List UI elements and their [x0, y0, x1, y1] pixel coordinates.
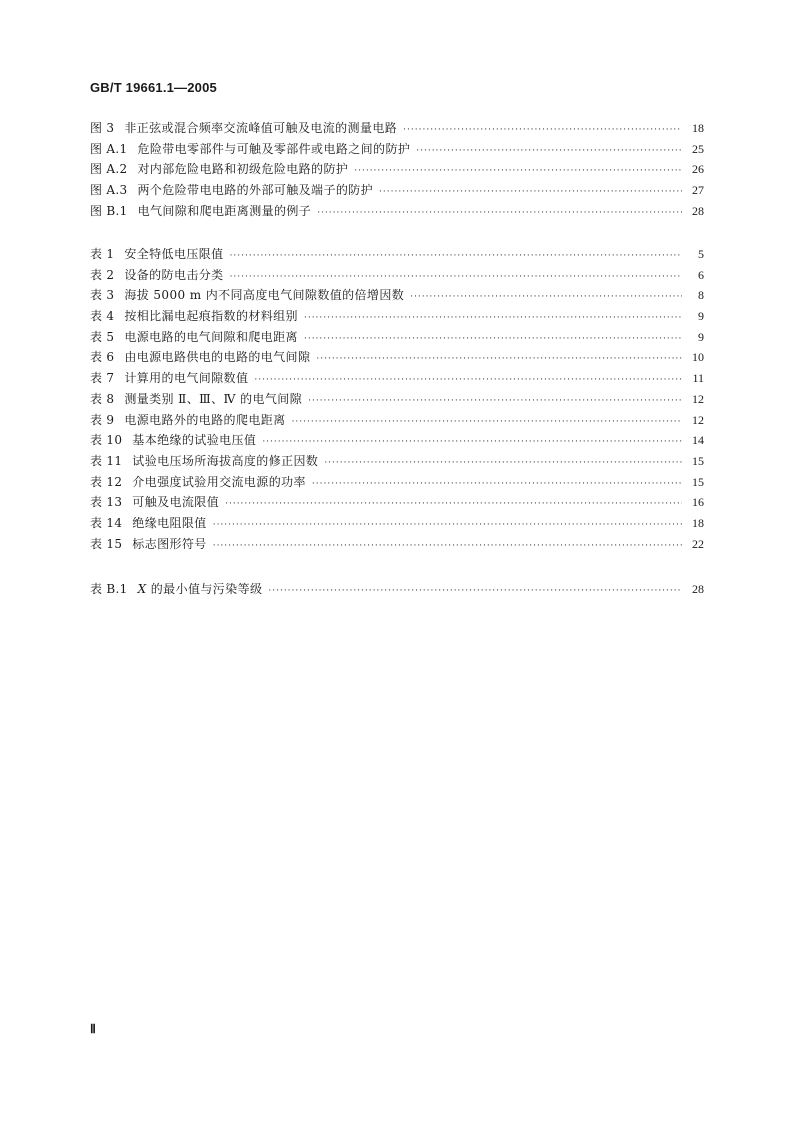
figure-list: [90, 118, 704, 221]
dot-leader: [324, 453, 682, 474]
entry-title: 对内部危险电路和初级危险电路的防护: [137, 162, 349, 177]
entry-title: 电源电路的电气间隙和爬电距离: [124, 329, 298, 344]
dot-leader: [410, 287, 682, 308]
dot-leader: [316, 349, 682, 370]
dot-leader: [262, 432, 682, 453]
entry-label: 表 10: [90, 433, 123, 448]
toc-entry-table[interactable]: [90, 327, 704, 348]
entry-label: 表 2: [90, 267, 115, 282]
dot-leader: [213, 536, 682, 557]
entry-page: 10: [692, 350, 704, 365]
entry-label: 表 13: [90, 495, 123, 510]
entry-title: [138, 579, 263, 600]
entry-label: 表 6: [90, 350, 115, 365]
entry-label: 表 12: [90, 474, 123, 489]
entry-label: 图 A.1: [90, 141, 128, 156]
annex-table-list: [90, 579, 704, 600]
toc-entry-table[interactable]: [90, 451, 704, 472]
entry-title: 安全特低电压限值: [124, 247, 224, 261]
entry-page: 8: [698, 288, 704, 303]
entry-title: 标志图形符号: [132, 536, 207, 551]
entry-label: 图 B.1: [90, 203, 128, 218]
entry-page: 5: [698, 247, 704, 261]
toc-entry-table[interactable]: [90, 347, 704, 368]
page-number-footer: Ⅱ: [90, 1022, 96, 1036]
entry-page: 16: [692, 495, 704, 510]
entry-title: 海拔 5000 m 内不同高度电气间隙数值的倍增因数: [124, 288, 405, 303]
toc-entry-table[interactable]: [90, 389, 704, 410]
entry-page: 9: [698, 309, 704, 324]
entry-title-text: 的最小值与污染等级: [150, 582, 263, 596]
entry-title: 电气间隙和爬电距离测量的例子: [137, 203, 312, 218]
dot-leader: [317, 203, 682, 224]
entry-label: 表 3: [90, 288, 115, 303]
entry-page: 12: [692, 412, 704, 427]
entry-page: 28: [692, 582, 704, 596]
dot-leader: [354, 161, 682, 182]
toc-entry-table[interactable]: [90, 285, 704, 306]
entry-page: 12: [692, 391, 704, 406]
entry-page: 11: [692, 371, 704, 386]
toc-entry-figure[interactable]: [90, 139, 704, 160]
entry-page: 15: [692, 474, 704, 489]
table-list: [90, 244, 704, 554]
entry-title: 两个危险带电电路的外部可触及端子的防护: [137, 183, 374, 198]
entry-page: 27: [692, 183, 704, 198]
dot-leader: [308, 391, 682, 412]
entry-page: 9: [698, 329, 704, 344]
entry-label: 表 7: [90, 371, 115, 386]
entry-title: 非正弦或混合频率交流峰值可触及电流的测量电路: [124, 121, 398, 135]
toc-entry-table[interactable]: [90, 368, 704, 389]
toc-entry-table[interactable]: [90, 306, 704, 327]
dot-leader: [230, 267, 682, 288]
entry-page: 22: [692, 536, 704, 551]
toc-entry-table[interactable]: [90, 534, 704, 555]
entry-label: 表 11: [90, 453, 123, 468]
toc-entry-table[interactable]: [90, 430, 704, 451]
entry-page: 15: [692, 453, 704, 468]
entry-label: 表 9: [90, 412, 115, 427]
toc-entry-table[interactable]: [90, 492, 704, 513]
entry-title: 按相比漏电起痕指数的材料组别: [124, 309, 298, 324]
dot-leader: [312, 474, 682, 495]
dot-leader: [254, 370, 682, 391]
toc-entry-figure[interactable]: [90, 159, 704, 180]
entry-title: 可触及电流限值: [132, 495, 220, 510]
entry-title: 测量类别 Ⅱ、Ⅲ、Ⅳ 的电气间隙: [124, 391, 303, 406]
toc-entry-figure[interactable]: [90, 118, 704, 139]
dot-leader: [403, 120, 682, 141]
entry-label: 图 A.2: [90, 162, 128, 177]
toc-entry-table[interactable]: [90, 410, 704, 431]
entry-page: 18: [692, 121, 704, 135]
dot-leader: [225, 494, 682, 515]
toc-entry-table[interactable]: [90, 513, 704, 534]
entry-label: 图 A.3: [90, 183, 128, 198]
entry-title: 电源电路外的电路的爬电距离: [124, 412, 286, 427]
entry-title: 计算用的电气间隙数值: [124, 371, 249, 386]
entry-label: 表 5: [90, 329, 115, 344]
entry-page: 14: [692, 433, 704, 448]
dot-leader: [230, 246, 682, 267]
entry-page: 18: [692, 515, 704, 530]
toc-entry-figure[interactable]: [90, 180, 704, 201]
entry-label: 表 B.1: [90, 582, 128, 596]
toc-entry-table[interactable]: [90, 265, 704, 286]
dot-leader: [416, 141, 682, 162]
entry-label: 表 15: [90, 536, 123, 551]
dot-leader: [292, 412, 682, 433]
entry-title: 设备的防电击分类: [124, 267, 224, 282]
entry-title: 危险带电零部件与可触及零部件或电路之间的防护: [137, 141, 411, 156]
entry-title: 基本绝缘的试验电压值: [132, 433, 257, 448]
entry-page: 26: [692, 162, 704, 177]
entry-label: 表 4: [90, 309, 115, 324]
entry-page: 25: [692, 141, 704, 156]
entry-label: 表 1: [90, 247, 115, 261]
toc-entry-table[interactable]: [90, 244, 704, 265]
dot-leader: [268, 581, 682, 602]
entry-title-variable: X: [137, 582, 147, 596]
entry-title: 试验电压场所海拔高度的修正因数: [132, 453, 319, 468]
dot-leader: [213, 515, 682, 536]
toc-entry-table[interactable]: [90, 472, 704, 493]
toc-entry-annex-table[interactable]: [90, 579, 704, 600]
dot-leader: [379, 182, 682, 203]
entry-label: 图 3: [90, 121, 115, 135]
entry-title: 由电源电路供电的电路的电气间隙: [124, 350, 311, 365]
document-number-header: GB/T 19661.1—2005: [90, 80, 217, 95]
entry-title: 介电强度试验用交流电源的功率: [132, 474, 306, 489]
entry-label: 表 8: [90, 391, 115, 406]
entry-page: 6: [698, 267, 704, 282]
dot-leader: [304, 308, 682, 329]
entry-title: 绝缘电阻限值: [132, 515, 207, 530]
toc-entry-figure[interactable]: [90, 201, 704, 222]
entry-label: 表 14: [90, 515, 123, 530]
dot-leader: [304, 329, 682, 350]
entry-page: 28: [692, 203, 704, 218]
